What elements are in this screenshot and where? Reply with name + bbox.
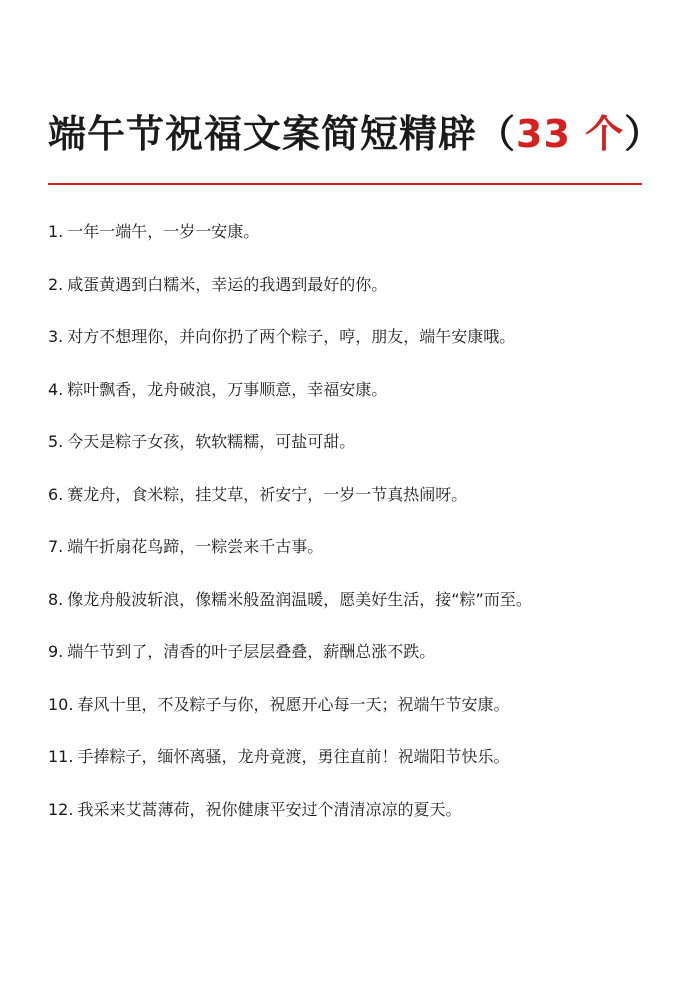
list-item <box>48 636 648 689</box>
item-number: 8. <box>48 589 64 609</box>
list-item <box>48 741 648 794</box>
list-item <box>48 321 648 374</box>
item-text: 春风十里，不及粽子与你，祝愿开心每一天；祝端午节安康。 <box>77 694 510 714</box>
page-title <box>48 104 664 164</box>
item-number: 9. <box>48 642 64 661</box>
list-item <box>48 374 648 427</box>
item-text: 一年一端午，一岁一安康。 <box>67 222 260 241</box>
list-item <box>48 794 648 847</box>
list-item <box>48 584 648 637</box>
greeting-list <box>48 216 648 846</box>
item-text: 赛龙舟，食米粽，挂艾草，祈安宁，一岁一节真热闹呀。 <box>67 484 468 504</box>
item-text: 手捧粽子，缅怀离骚，龙舟竟渡，勇往直前！祝端阳节快乐。 <box>77 747 510 766</box>
item-number: 3. <box>48 327 64 346</box>
item-text: 端午折扇花鸟蹄，一粽尝来千古事。 <box>67 537 324 556</box>
title-main: 端午节祝福文案简短精辟（ <box>48 112 517 156</box>
title-close: ） <box>624 112 664 156</box>
list-item <box>48 216 648 269</box>
item-number: 4. <box>48 379 64 399</box>
item-number: 2. <box>48 274 64 294</box>
item-number: 7. <box>48 537 64 556</box>
item-number: 1. <box>48 222 64 241</box>
item-text: 像龙舟般波斩浪，像糯米般盈润温暖，愿美好生活，接“粽”而至。 <box>67 589 532 609</box>
item-text: 今天是粽子女孩，软软糯糯，可盐可甜。 <box>67 432 356 451</box>
item-text: 粽叶飘香，龙舟破浪，万事顺意，幸福安康。 <box>67 379 388 399</box>
list-item <box>48 479 648 532</box>
item-text: 端午节到了，清香的叶子层层叠叠，薪酬总涨不跌。 <box>67 642 436 661</box>
list-item <box>48 426 648 479</box>
item-number: 5. <box>48 432 64 451</box>
item-number: 12. <box>48 799 74 819</box>
list-item <box>48 689 648 742</box>
item-text: 咸蛋黄遇到白糯米，幸运的我遇到最好的你。 <box>67 274 388 294</box>
list-item <box>48 269 648 322</box>
item-number: 11. <box>48 747 74 766</box>
item-text: 我采来艾蒿薄荷，祝你健康平安过个清清凉凉的夏天。 <box>77 799 462 819</box>
item-number: 10. <box>48 694 74 714</box>
item-number: 6. <box>48 484 64 504</box>
title-count: 33 个 <box>516 112 625 156</box>
item-text: 对方不想理你，并向你扔了两个粽子，哼，朋友，端午安康哦。 <box>67 327 516 346</box>
title-divider <box>48 183 642 185</box>
list-item <box>48 531 648 584</box>
